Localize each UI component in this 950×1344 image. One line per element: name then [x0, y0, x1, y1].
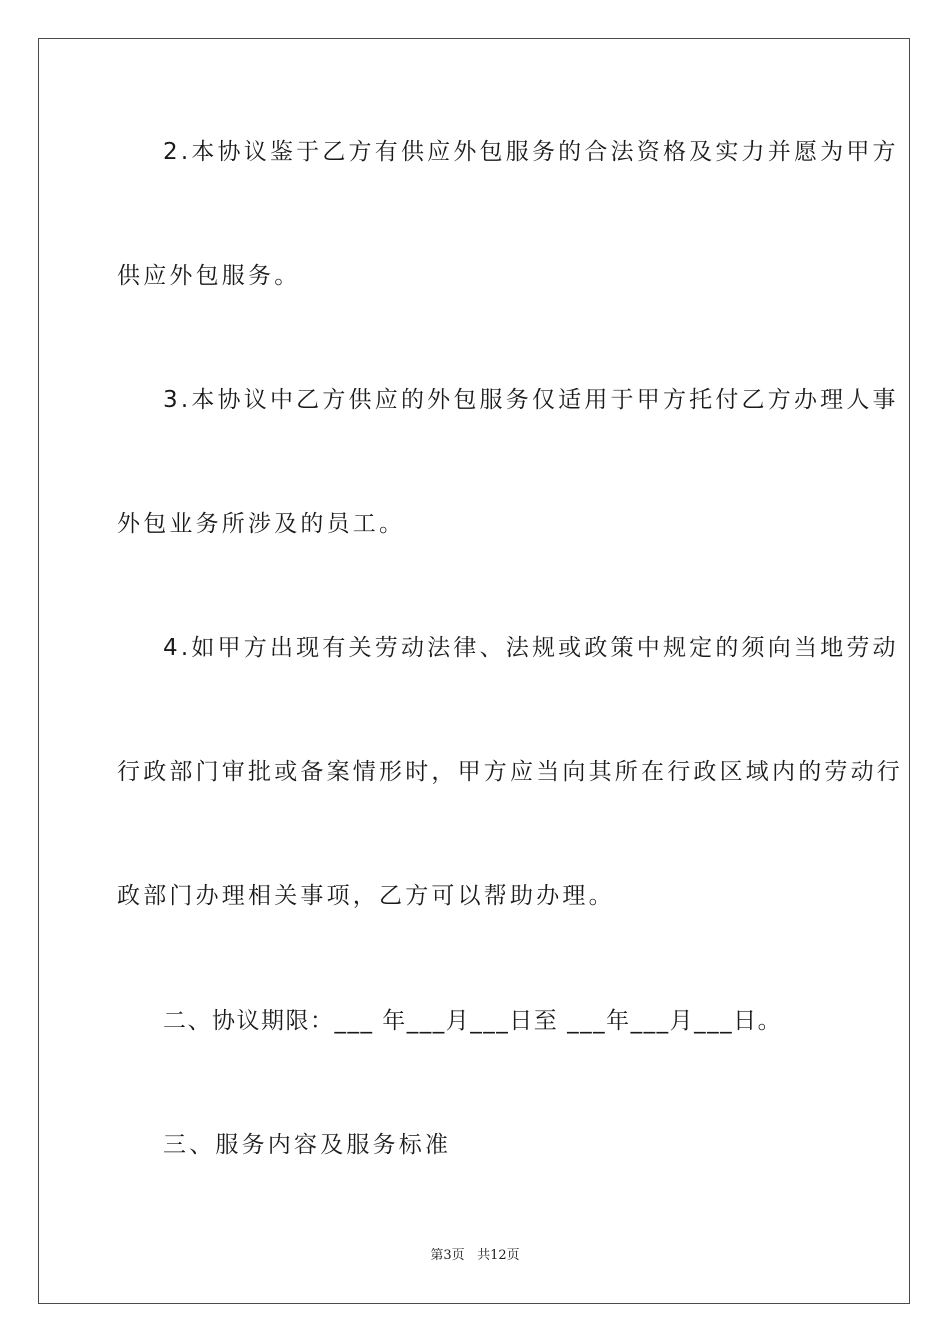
clause-3-line-1: 3.本协议中乙方供应的外包服务仅适用于甲方托付乙方办理人事	[163, 387, 899, 413]
page-footer	[0, 1246, 950, 1266]
clause-4-line-2: 行政部门审批或备案情形时，甲方应当向其所在行政区域内的劳动行	[117, 759, 903, 785]
section-2-agreement-term: 二、协议期限：___ 年___月___日至 ___年___月___日。	[163, 1008, 783, 1034]
total-pages: 共12页	[477, 1248, 520, 1263]
clause-4-line-1: 4.如甲方出现有关劳动法律、法规或政策中规定的须向当地劳动	[163, 635, 899, 661]
clause-2-line-2: 供应外包服务。	[117, 263, 301, 289]
page-number: 第3页	[430, 1248, 465, 1263]
clause-4-line-3: 政部门办理相关事项，乙方可以帮助办理。	[117, 883, 615, 909]
clause-2-line-1: 2.本协议鉴于乙方有供应外包服务的合法资格及实力并愿为甲方	[163, 139, 899, 165]
section-3-heading: 三、服务内容及服务标准	[163, 1132, 452, 1158]
clause-3-line-2: 外包业务所涉及的员工。	[117, 511, 406, 537]
page-border	[38, 38, 910, 1304]
